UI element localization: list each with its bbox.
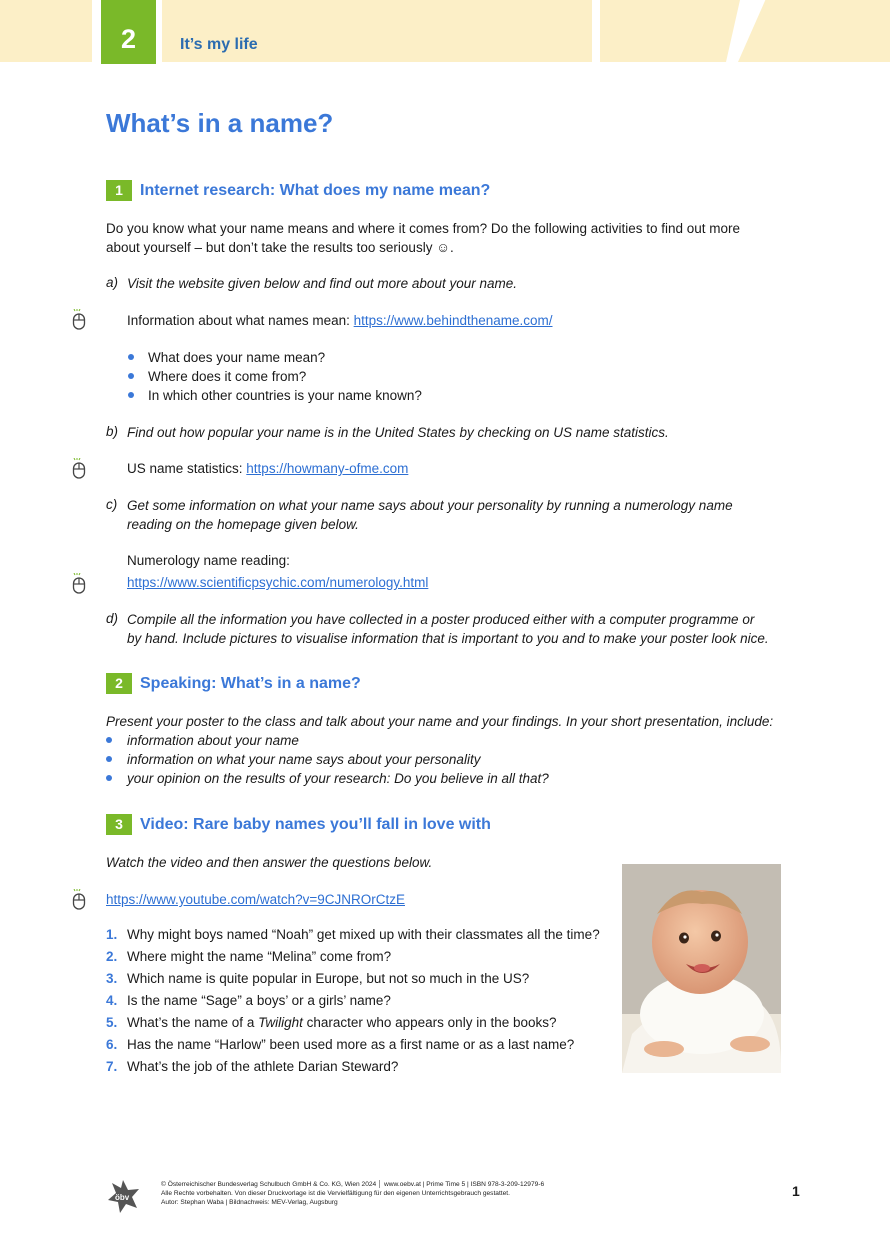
mouse-icon	[72, 309, 86, 331]
bullet-item: In which other countries is your name known?	[148, 388, 422, 403]
task-c-text	[127, 496, 733, 534]
question-text	[127, 927, 600, 942]
intro-line: Do you know what your name means and where it comes from? Do the following activities to find out more	[106, 221, 741, 236]
question-text-part: character who appears only in the books?	[302, 1015, 557, 1030]
unit-number-badge: 2	[101, 0, 156, 64]
mouse-icon	[72, 573, 86, 595]
task-text-line: Compile all the information you have collected in a poster produced either with a computer programme or	[127, 612, 755, 627]
howmanyofme-link[interactable]: https://howmany-ofme.com	[246, 461, 409, 476]
question-text	[127, 949, 391, 964]
task-a-text: Visit the website given below and find out more about your name.	[127, 276, 517, 291]
footer-line: Alle Rechte vorbehalten. Von dieser Druckvorlage ist die Vervielfältigung für den eigenen Unterrichtsgebrauch gestattet.	[161, 1190, 510, 1197]
bullet-item: information about your name	[127, 733, 299, 748]
section-2-heading	[106, 673, 361, 694]
bullet-item: What does your name mean?	[148, 350, 326, 365]
bullet-item: your opinion on the results of your research: Do you believe in all that?	[127, 771, 549, 786]
task-b-label: b)	[106, 424, 119, 439]
section-number: 1	[106, 180, 132, 201]
oebv-logo-icon	[106, 1178, 140, 1214]
task-b-info	[127, 459, 408, 478]
task-text-line: reading on the homepage given below.	[127, 517, 359, 532]
question-number: 7.	[106, 1059, 118, 1074]
task-d-label: d)	[106, 611, 119, 626]
info-label: US name statistics:	[127, 461, 247, 476]
task-a-info	[127, 311, 553, 330]
youtube-video-link[interactable]: https://www.youtube.com/watch?v=9CJNROrCtzE	[106, 892, 405, 907]
band-segment	[0, 0, 92, 62]
task-b-text: Find out how popular your name is in the United States by checking on US name statistics.	[127, 425, 669, 440]
bullet-dot	[128, 392, 134, 398]
task-c-label: c)	[106, 497, 118, 512]
band-segment	[600, 0, 740, 62]
mouse-icon	[72, 458, 86, 480]
section-title: Speaking: What’s in a name?	[140, 674, 361, 692]
task-text-line: Get some information on what your name says about your personality by running a numerology name	[127, 498, 733, 513]
section-2-intro: Present your poster to the class and talk about your name and your findings. In your short presentation, include:	[106, 714, 774, 729]
bullet-dot	[128, 373, 134, 379]
bullet-item: Where does it come from?	[148, 369, 307, 384]
section-number: 2	[106, 673, 132, 694]
question-text-italic: Twilight	[258, 1015, 303, 1030]
bullet-dot	[106, 737, 112, 743]
numerology-link[interactable]: https://www.scientificpsychic.com/numerology.html	[127, 575, 429, 590]
question-text-part: Where might the name “Melina” come from?	[127, 949, 392, 964]
question-number: 2.	[106, 949, 118, 964]
baby-photo	[622, 864, 781, 1073]
task-c-link-row	[127, 573, 428, 592]
footer-line: © Österreichischer Bundesverlag Schulbuch GmbH & Co. KG, Wien 2024 │ www.oebv.at | Prime Time 5 | ISBN 978-3-209-12979-6	[161, 1181, 545, 1188]
unit-title: It’s my life	[180, 36, 258, 53]
question-text	[127, 993, 391, 1008]
intro-line: about yourself – but don’t take the results too seriously ☺.	[106, 240, 454, 255]
question-number: 5.	[106, 1015, 118, 1030]
baby-illustration	[622, 864, 781, 1073]
question-text	[127, 971, 529, 986]
mouse-icon	[72, 889, 86, 911]
header-band	[0, 0, 890, 66]
page-number: 1	[792, 1183, 800, 1199]
section-1-heading	[106, 180, 490, 201]
question-text	[127, 1037, 574, 1052]
task-text-line: by hand. Include pictures to visualise information that is important to you and to make your poster look nice.	[127, 631, 769, 646]
bullet-dot	[128, 354, 134, 360]
question-text	[127, 1015, 557, 1030]
question-text-part: Is the name “Sage” a boys’ or a girls’ name?	[127, 993, 391, 1008]
footer-line: Autor: Stephan Waba | Bildnachweis: MEV-Verlag, Augsburg	[161, 1199, 338, 1206]
behindthename-link[interactable]: https://www.behindthename.com/	[353, 313, 553, 328]
bullet-dot	[106, 756, 112, 762]
task-d-text	[127, 610, 769, 648]
section-3-heading	[106, 814, 491, 835]
section-number: 3	[106, 814, 132, 835]
bullet-dot	[106, 775, 112, 781]
question-text	[127, 1059, 398, 1074]
section-title: Internet research: What does my name mean?	[140, 181, 491, 199]
info-label: Information about what names mean:	[127, 313, 354, 328]
footer-copyright	[161, 1180, 544, 1207]
question-number: 6.	[106, 1037, 118, 1052]
task-a-label: a)	[106, 275, 119, 290]
question-number: 1.	[106, 927, 118, 942]
section-3-intro: Watch the video and then answer the questions below.	[106, 855, 433, 870]
question-text-part: Which name is quite popular in Europe, but not so much in the US?	[127, 971, 530, 986]
bullet-item: information on what your name says about your personality	[127, 752, 481, 767]
section-title: Video: Rare baby names you’ll fall in love with	[140, 815, 491, 833]
section-1-intro	[106, 219, 740, 257]
question-text-part: Why might boys named “Noah” get mixed up with their classmates all the time?	[127, 927, 600, 942]
band-segment	[738, 0, 890, 62]
question-number: 3.	[106, 971, 118, 986]
video-link-row	[106, 890, 405, 909]
question-text-part: Has the name “Harlow” been used more as a first name or as a last name?	[127, 1037, 575, 1052]
logo-text: öbv	[115, 1193, 130, 1202]
task-c-info: Numerology name reading:	[127, 553, 290, 568]
question-number: 4.	[106, 993, 118, 1008]
page-title: What’s in a name?	[106, 108, 334, 138]
question-text-part: What’s the job of the athlete Darian Steward?	[127, 1059, 399, 1074]
question-text-part: What’s the name of a	[127, 1015, 259, 1030]
